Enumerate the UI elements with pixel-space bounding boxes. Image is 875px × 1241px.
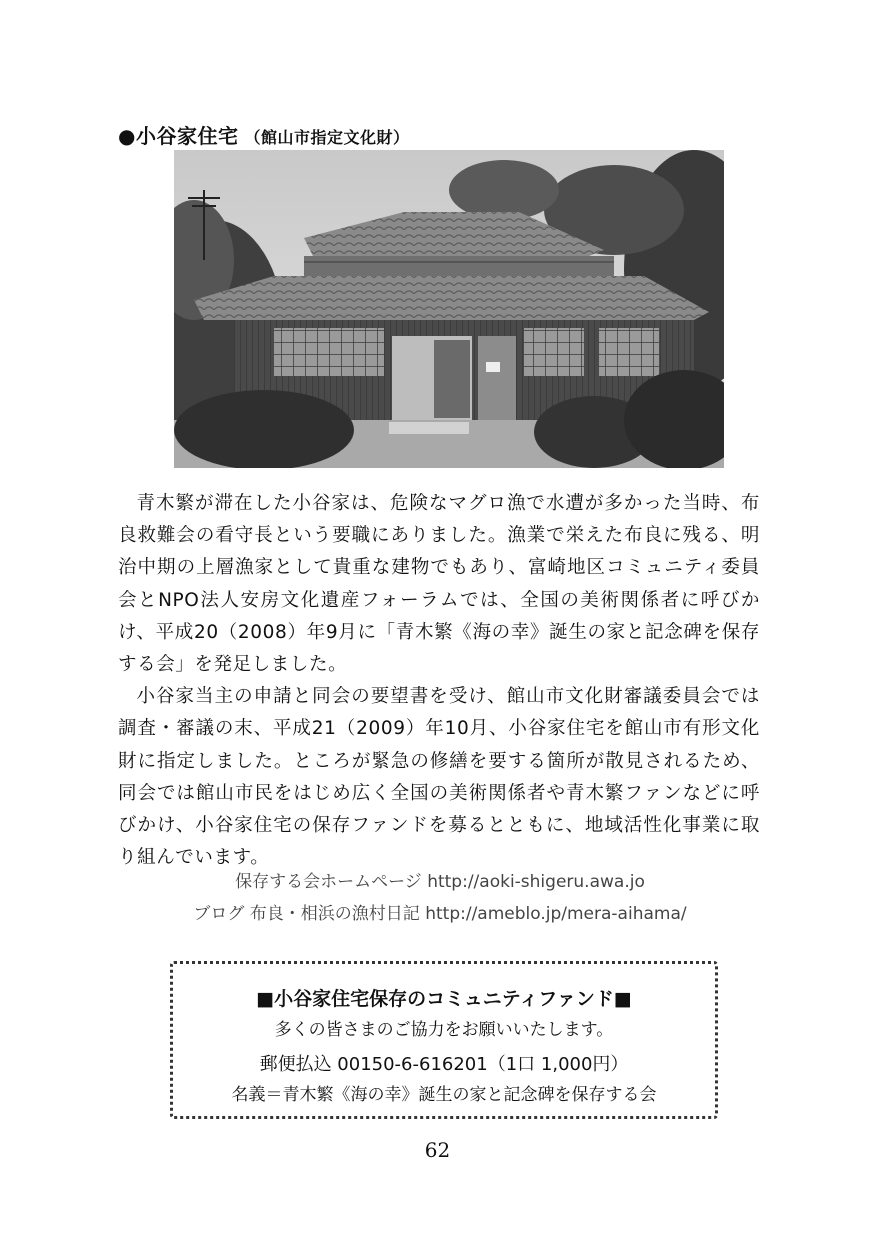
body-text (118, 488, 760, 874)
heading-subtitle: （館山市指定文化財） (244, 128, 410, 147)
fund-title: ■小谷家住宅保存のコミュニティファンド■ (256, 988, 632, 1010)
heading-title: ●小谷家住宅 (118, 124, 239, 148)
page-number: 62 (424, 1138, 451, 1162)
body-paragraph: 青木繁が滞在した小谷家は、危険なマグロ漁で水遭が多かった当時、布良救難会の看守長という要職にありました。漁業で栄えた布良に残る、明治中期の上層漁家として貴重な建物でもあり、富崎地区コミュニティ委員会とNPO法人安房文化遺産フォーラムでは、全国の美術関係者に呼びかけ、平成20（2008）年9月に「青木繁《海の幸》誕生の家と記念碑を保存する会」を発足しました。 (118, 493, 760, 676)
section-heading (118, 120, 409, 149)
blog-link[interactable]: ブログ 布良・相浜の漁村日記 http://ameblo.jp/mera-aihama/ (193, 904, 687, 924)
fund-box (170, 961, 718, 1119)
fund-account: 郵便払込 00150-6-616201（1口 1,000円） (259, 1054, 629, 1075)
house-photo (174, 150, 724, 468)
fund-name: 名義＝青木繁《海の幸》誕生の家と記念碑を保存する会 (231, 1085, 657, 1105)
fund-request: 多くの皆さまのご協力をお願いいたします。 (274, 1020, 614, 1040)
links-block (140, 866, 740, 930)
body-paragraph: 小谷家当主の申請と同会の要望書を受け、館山市文化財審議委員会では調査・審議の末、平成21（2009）年10月、小谷家住宅を館山市有形文化財に指定しました。ところが緊急の修繕を要する箇所が散見されるため、同会では館山市民をはじめ広く全国の美術関係者や青木繁ファンなどに呼びかけ、小谷家住宅の保存ファンドを募るとともに、地域活性化事業に取り組んでいます。 (118, 686, 760, 869)
homepage-link[interactable]: 保存する会ホームページ http://aoki-shigeru.awa.jo (235, 872, 645, 892)
